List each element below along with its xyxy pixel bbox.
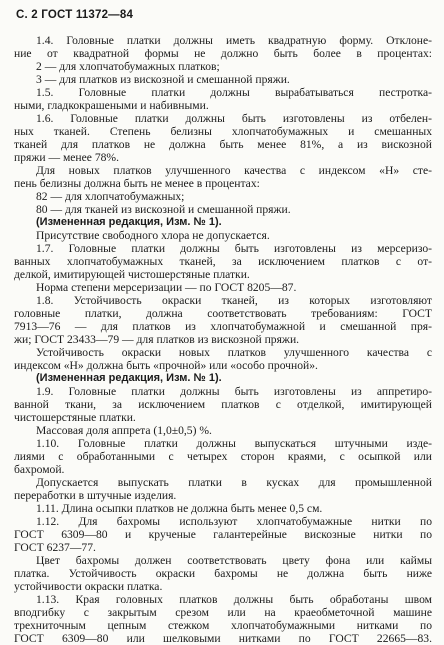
amendment-note: (Измененная редакция, Изм. № 1). [36, 372, 222, 384]
text-line: пень белизны должна быть не менее в процентах: [14, 177, 260, 190]
text-line: тканей для платков не должна быть менее 81%, а из вискозной [14, 138, 432, 151]
text-line: 1.4. Головные платки должны иметь квадратную форму. Отклоне- [36, 34, 432, 47]
text-line: делкой, имитирующей чистошерстяные платки. [14, 268, 250, 281]
text-line: 7913—76 — для платков из хлопчатобумажной и смешанной пря- [14, 320, 432, 333]
text-line: Присутствие свободного хлора не допускается. [36, 229, 270, 242]
text-line: жи; ГОСТ 23433—79 — для платков из вискозной пряжи. [14, 333, 300, 346]
text-line: Цвет бахромы должен соответствовать цвету фона или каймы [36, 554, 432, 567]
text-line: лиями с обработанными с четырех сторон краями, с осыпкой или [14, 450, 432, 463]
text-line: вподгибку с закрытым срезом или на краеобметочной машине [14, 606, 432, 619]
text-line: трехниточным цепным стежком хлопчатобумажными нитками по [14, 619, 432, 632]
text-line: 1.8. Устойчивость окраски тканей, из которых изготовляют [36, 294, 432, 307]
text-line: 1.9. Головные платки должны быть изготовлены из аппретиро- [36, 385, 432, 398]
text-line: ние от квадратной формы не должно быть более в процентах: [14, 47, 432, 60]
text-line: 3 — для платков из вискозной и смешанной пряжи. [36, 73, 290, 86]
text-line: устойчивости окраски платка. [14, 580, 163, 593]
text-line: Массовая доля аппрета (1,0±0,5) %. [36, 424, 212, 437]
text-line: платка. Устойчивость окраски бахромы не должна быть ниже [14, 567, 432, 580]
text-line: Норма степени мерсеризации — по ГОСТ 8205—87. [36, 281, 297, 294]
document-body [14, 34, 432, 645]
text-line: бахромой. [14, 463, 65, 476]
text-line: 82 — для хлопчатобумажных; [36, 190, 185, 203]
text-line: 2 — для хлопчатобумажных платков; [36, 60, 220, 73]
text-line: 1.6. Головные платки должны быть изготовлены из отбелен- [36, 112, 432, 125]
text-line: 1.10. Головные платки должны выпускаться штучными изде- [36, 437, 432, 450]
text-line: переработки в штучные изделия. [14, 489, 177, 502]
text-line: ГОСТ 6237—77. [14, 541, 96, 554]
text-line: ванных хлопчатобумажных тканей, за исключением платков с от- [14, 255, 432, 268]
text-line: 1.13. Края головных платков должны быть обработаны швом [36, 593, 432, 606]
text-line: 1.11. Длина осыпки платков не должна быть менее 0,5 см. [36, 502, 323, 515]
text-line: ванной ткани, за исключением платков с отделкой, имитирующей [14, 398, 432, 411]
text-line: ных тканей. Степень белизны хлопчатобумажных и смешанных [14, 125, 432, 138]
text-line: Для новых платков улучшенного качества с индексом «Н» сте- [36, 164, 432, 177]
text-line: 1.12. Для бахромы используют хлопчатобумажные нитки по [36, 515, 432, 528]
text-line: пряжи — менее 78%. [14, 151, 119, 164]
amendment-note: (Измененная редакция, Изм. № 1). [36, 216, 222, 228]
page-header: С. 2 ГОСТ 11372—84 [16, 9, 134, 21]
text-line: ГОСТ 6309—80 или шелковыми нитками по ГОСТ 22665—83. [14, 632, 432, 645]
text-line: Устойчивость окраски новых платков улучшенного качества с [36, 346, 432, 359]
text-line: 1.5. Головные платки должны вырабатываться пестротка- [36, 86, 432, 99]
text-line: 80 — для тканей из вискозной и смешанной пряжи. [36, 203, 291, 216]
text-line: индексом «Н» должна быть «прочной» или «особо прочной». [14, 359, 318, 372]
text-line: головные платки, должна соответствовать требованиям: ГОСТ [14, 307, 432, 320]
text-line: Допускается выпускать платки в кусках для промышленной [36, 476, 432, 489]
text-line: 1.7. Головные платки должны быть изготовлены из мерсеризо- [36, 242, 432, 255]
text-line: чистошерстяные платки. [14, 411, 136, 424]
text-line: ГОСТ 6309—80 и крученые галантерейные вискозные нитки по [14, 528, 432, 541]
text-line: ными, гладкокрашеными и набивными. [14, 99, 209, 112]
